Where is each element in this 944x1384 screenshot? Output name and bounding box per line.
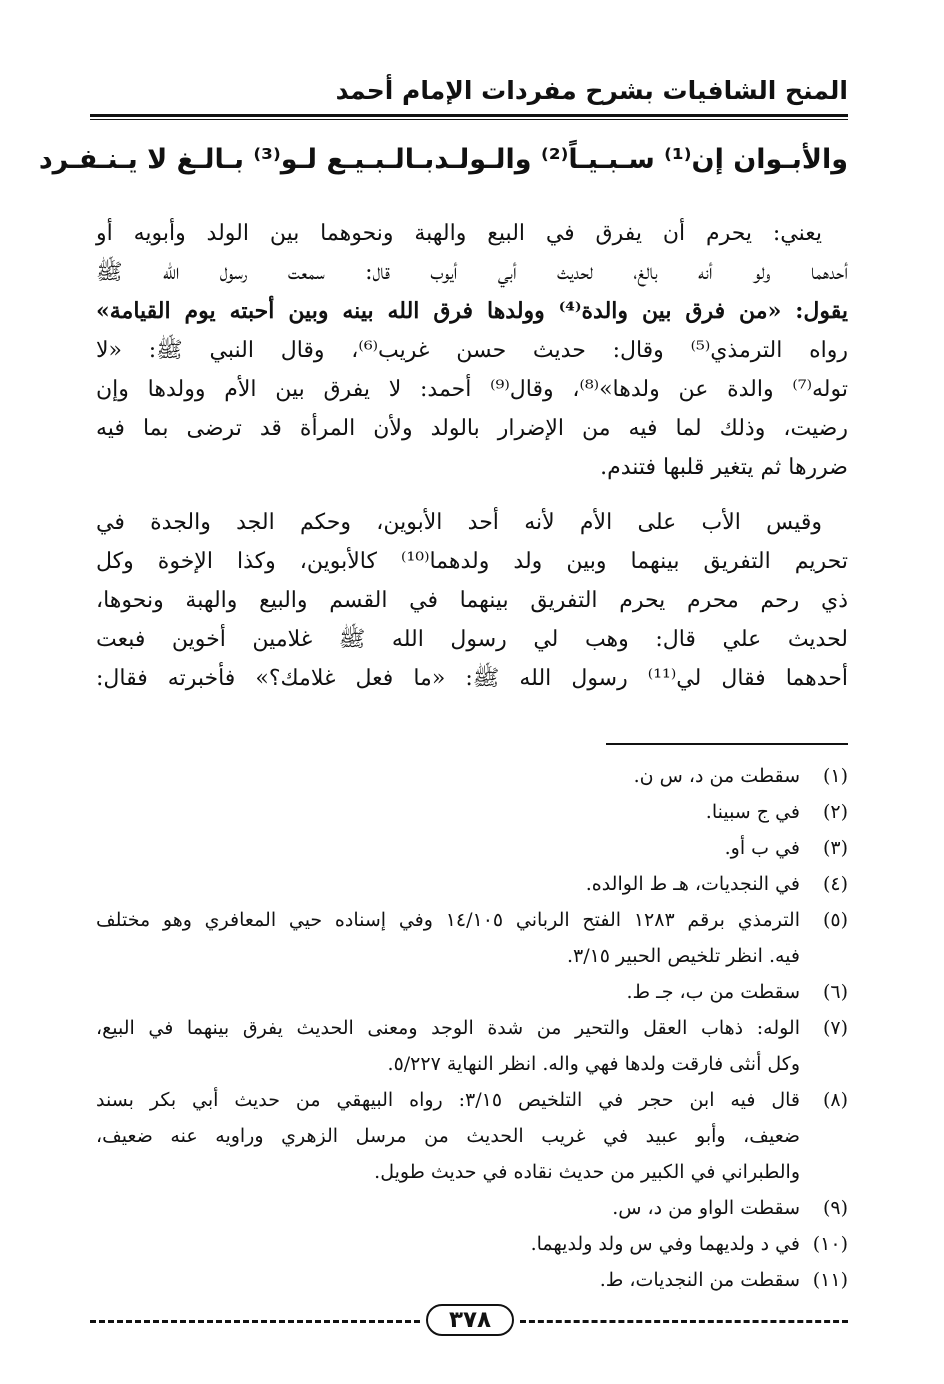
footnote-item xyxy=(96,1226,848,1262)
footnote-line: الوله: ذهاب العقل والتحير من شدة الوجد ومعنى الحديث يفرق بينهما في البيع، xyxy=(96,1017,800,1039)
footnote-item xyxy=(96,974,848,1010)
verse-first-hemistich: والأبـوان إن⁽¹⁾ سـبـيـاً⁽²⁾ والـولـد xyxy=(434,144,848,175)
footnote-item xyxy=(96,1082,848,1190)
header-rule xyxy=(90,114,848,117)
footnote-line: فيه. انظر تلخيص الحبير ٣/١٥. xyxy=(566,945,800,967)
footer-dashed-rule-left xyxy=(90,1320,420,1323)
footnote-number: (٩) xyxy=(822,1197,848,1219)
footnote-item xyxy=(96,758,848,794)
footnote-text xyxy=(96,866,800,902)
footnote-item xyxy=(96,830,848,866)
footnote-number: (٧) xyxy=(822,1017,848,1039)
text-line: لحديث علي قال: وهب لي رسول الله ﷺ غلامين أخوين فبعت xyxy=(96,627,848,652)
text-line: أحدهما ولو أنه بالغ، لحديث أبي أيوب قال: سمعت رسول الله ﷺ xyxy=(96,260,848,285)
footnote-line: سقطت الواو من د، س. xyxy=(612,1197,800,1219)
commentary-body xyxy=(96,214,848,698)
footnote-text xyxy=(96,1226,800,1262)
footnote-line: في ب أو. xyxy=(724,837,800,859)
footnote-line: سقطت من النجديات، ط. xyxy=(599,1269,800,1291)
poem-verse xyxy=(38,140,848,180)
text-line: ذي رحم محرم يحرم التفريق بينهما في القسم والبيع والهبة ونحوها، xyxy=(96,588,848,613)
footnote-text xyxy=(96,974,800,1010)
text-line: رواه الترمذي⁽⁵⁾ وقال: حديث حسن غريب⁽⁶⁾، وقال النبي ﷺ: «لا xyxy=(96,338,849,363)
footnote-number: (٥) xyxy=(822,909,848,931)
footnote-line: في ج سبينا. xyxy=(705,801,800,823)
footnote-separator xyxy=(606,743,848,745)
paragraph-1 xyxy=(96,214,848,487)
footnote-number: (٦) xyxy=(822,981,848,1003)
page-footer xyxy=(90,1304,848,1338)
footnote-line: الترمذي برقم ١٢٨٣ الفتح الرباني ١٤/١٠٥ وفي إسناده حيي المعافري وهو مختلف xyxy=(96,909,800,931)
verse-second-hemistich: بـالـبـيـع لـو⁽³⁾ بـالـغ لا يـنـفـرد xyxy=(38,144,435,175)
footnote-item xyxy=(96,1190,848,1226)
footnote-text xyxy=(96,1082,800,1190)
text-line: ضررها ثم يتغير قلبها فتندم. xyxy=(600,455,848,480)
text-line: يقول: «من فرق بين والدة⁽⁴⁾ وولدها فرق الله بينه وبين أحبته يوم القيامة» xyxy=(96,298,848,324)
footnote-item xyxy=(96,1262,848,1298)
footnote-number: (٣) xyxy=(822,837,848,859)
footnote-text xyxy=(96,830,800,866)
footnote-number: (١١) xyxy=(812,1269,848,1291)
text-line: توله⁽⁷⁾ والدة عن ولدها»⁽⁸⁾، وقال⁽⁹⁾ أحمد: لا يفرق بين الأم وولدها وإن xyxy=(96,377,848,402)
footnote-line: ضعيف، وأبو عبيد في غريب الحديث من مرسل الزهري وراويه عنه ضعيف، xyxy=(96,1125,800,1147)
paragraph-2 xyxy=(96,503,848,698)
footnote-text xyxy=(96,1190,800,1226)
footnotes xyxy=(96,758,848,1298)
text-line: رضيت، وذلك لما فيه من الإضرار بالولد ولأن المرأة قد ترضى بما فيه xyxy=(96,416,848,441)
page-number: ٣٧٨ xyxy=(426,1304,514,1336)
text-line: أحدهما فقال لي⁽¹¹⁾ رسول الله ﷺ: «ما فعل غلامك؟» فأخبرته فقال: xyxy=(96,666,849,691)
footer-dashed-rule-right xyxy=(520,1320,848,1323)
footnote-line: وكل أنثى فارقت ولدها فهي واله. انظر النهاية ٥/٢٢٧. xyxy=(387,1053,800,1075)
footnote-text xyxy=(96,794,800,830)
text-line: تحريم التفريق بينهما وبين ولد ولدهما⁽¹⁰⁾ كالأبوين، وكذا الإخوة وكل xyxy=(96,549,848,574)
footnote-text xyxy=(96,758,800,794)
running-head: المنح الشافيات بشرح مفردات الإمام أحمد xyxy=(335,76,848,105)
footnote-line: والطبراني في الكبير من حديث نقاده في حديث طويل. xyxy=(374,1161,800,1183)
text-line: وقيس الأب على الأم لأنه أحد الأبوين، وحكم الجد والجدة في xyxy=(96,510,822,535)
footnote-line: سقطت من د، س ن. xyxy=(633,765,800,787)
footnote-line: في النجديات، هـ ط الوالده. xyxy=(585,873,800,895)
footnote-line: في د ولديهما وفي س ولد ولديهما. xyxy=(530,1233,800,1255)
footnote-number: (١) xyxy=(822,765,848,787)
footnote-number: (٤) xyxy=(822,873,848,895)
footnote-item xyxy=(96,902,848,974)
text-line: يعني: يحرم أن يفرق في البيع والهبة ونحوهما بين الولد وأبويه أو xyxy=(96,221,822,246)
footnote-text xyxy=(96,902,800,974)
footnote-line: قال فيه ابن حجر في التلخيص ٣/١٥: رواه البيهقي من حديث أبي بكر بسند xyxy=(96,1089,800,1111)
footnote-line: سقطت من ب، جـ ط. xyxy=(626,981,800,1003)
footnote-item xyxy=(96,866,848,902)
footnote-text xyxy=(96,1262,800,1298)
footnote-text xyxy=(96,1010,800,1082)
footnote-number: (١٠) xyxy=(812,1233,848,1255)
footnote-number: (٨) xyxy=(822,1089,848,1111)
footnote-item xyxy=(96,1010,848,1082)
header-rule-thin xyxy=(90,119,848,120)
footnote-item xyxy=(96,794,848,830)
footnote-number: (٢) xyxy=(822,801,848,823)
